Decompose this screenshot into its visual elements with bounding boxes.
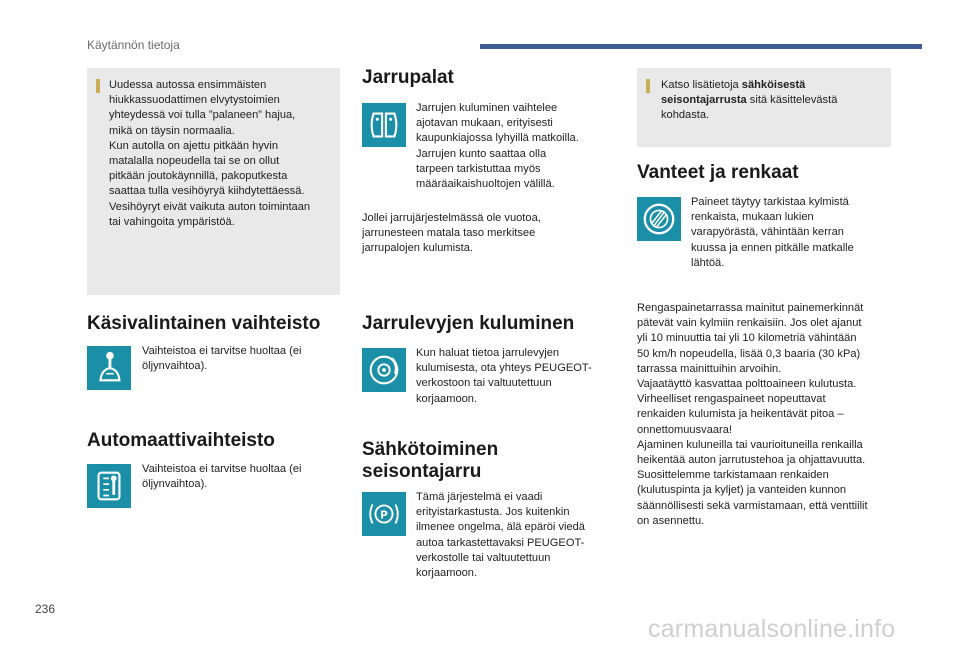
text-line: erityistarkastusta. Jos kuitenkin [416,506,570,519]
text-line: heikentää auton jarrutustehoa ja ohjattavuutta. [637,454,866,467]
text-line: öljynvaihtoa). [142,360,208,373]
brake-disc-icon [362,348,406,392]
heading-automatic-gearbox: Automaattivaihteisto [87,430,275,451]
text-brake-pads [416,101,606,192]
text-manual-gearbox [142,344,332,374]
text-line: kaupunkiajossa lyhyillä matkoilla. [416,132,579,145]
text-line: säännöllisesti sekä varmistamaan, että venttiilit [637,499,868,512]
note-line: matalalla nopeudella tai se on ollut [109,155,280,168]
text-line: ajotavan mukaan, erityisesti [416,117,553,130]
text-line: Paineet täytyy tarkistaa kylmistä [691,196,849,208]
note-line: pitkään joutokäynnillä, pakoputkesta [109,170,288,183]
text-line: öljynvaihtoa). [142,478,208,491]
heading-line: Sähkötoiminen [362,439,499,460]
text-line: Virheelliset rengaspaineet nopeuttavat [637,393,826,406]
text-line: ilmenee ongelma, älä epäröi viedä [416,521,585,534]
note-line: yhteydessä voi tulla ”palaneen” hajua, [109,109,296,122]
note-line: Uudessa autossa ensimmäisten [109,79,267,91]
page-number: 236 [35,602,56,616]
text-line: Vaihteistoa ei tarvitse huoltaa (ei [142,463,302,475]
text-line: lähtöä. [691,256,725,269]
note-line: saattaa tulla vesihöyryä kiihdytettäessä. [109,185,305,198]
text-line: renkaiden kulumista ja heikentävät pitoa – [637,408,844,421]
text-line: kuussa ja ennen pitkälle matkalle [691,241,854,254]
heading-brake-pads: Jarrupalat [362,67,454,88]
text-line: autoa tarkastettavaksi PEUGEOT- [416,536,585,549]
text-line: jarrunesteen matala taso merkitsee [362,227,536,240]
text-line: Jollei jarrujärjestelmässä ole vuotoa, [362,212,541,224]
text-line: Jarrujen kunto saattaa olla [416,147,547,160]
text-line: Rengaspainetarrassa mainitut painemerkinnät [637,302,864,314]
text-line: Vaihteistoa ei tarvitse huoltaa (ei [142,345,302,357]
text-line: onnettomuusvaara! [637,423,732,436]
text-line: kulumisesta, ota yhteys PEUGEOT- [416,362,592,375]
note-line: mikä on täysin normaalia. [109,124,235,137]
note-parking-brake [661,78,886,124]
text-wheels-tyres [691,195,886,271]
wheel-icon [637,197,681,241]
text-line: Ajaminen kuluneilla tai vaurioituneilla renkailla [637,438,863,451]
text-automatic-gearbox [142,462,332,492]
text-line: yli 10 minuuttia tai yli 10 kilometriä vähintään [637,332,857,345]
note-particle-filter [109,78,337,230]
note-marker [96,79,100,93]
text-line: tarrassa mainittuihin arvoihin. [637,362,782,375]
text-line: Vajaatäyttö kasvattaa polttoaineen kulutusta. [637,378,857,391]
automatic-gearbox-icon [87,464,131,508]
text-line: Jarrujen kuluminen vaihtelee [416,102,558,114]
note-pre: Katso lisätietoja [661,79,742,91]
heading-electric-parking-brake [362,439,498,483]
text-brake-discs [416,346,606,407]
note-line: tai vahingoita ympäristöä. [109,215,235,228]
text-electric-parking-brake [416,490,606,581]
header-bar [480,44,922,49]
section-title: Käytännön tietoja [87,38,180,52]
note-bold: seisontajarrusta [661,94,747,107]
heading-line: seisontajarru [362,461,482,482]
text-line: verkostolle tai valtuutettuun [416,551,551,564]
manual-gearbox-icon [87,346,131,390]
note-line: hiukkassuodattimen elvytystoimien [109,94,280,107]
note-line: Vesihöyryt eivät vaikuta auton toimintaan [109,200,311,213]
text-line: on asennettu. [637,514,705,527]
text-line: Suosittelemme tarkistamaan renkaiden [637,469,829,482]
paragraph-brake-fluid [362,211,607,257]
text-line: (kulutuspinta ja kyljet) ja vanteiden kunnon [637,484,847,497]
brake-pads-icon [362,103,406,147]
text-line: renkaista, mukaan lukien [691,211,814,224]
parking-brake-icon [362,492,406,536]
heading-brake-discs: Jarrulevyjen kuluminen [362,313,575,334]
note-bold: sähköisestä [741,79,806,91]
text-line: jarrupalojen kulumista. [362,242,473,255]
text-line: määräaikaishuoltojen välillä. [416,178,555,191]
text-line: varapyörästä, vähintään kerran [691,226,844,239]
note-line: kohdasta. [661,109,710,122]
text-line: Kun haluat tietoa jarrulevyjen [416,347,560,359]
text-line: Tämä järjestelmä ei vaadi [416,491,543,503]
note-line: Kun autolla on ajettu pitkään hyvin [109,139,278,152]
note-line [661,93,886,108]
paragraph-tyre-pressure [637,301,897,529]
text-line: pätevät vain kylmiin renkaisiin. Jos olet ajanut [637,317,862,330]
text-line: verkostoon tai valtuutettuun [416,377,552,390]
heading-wheels-tyres: Vanteet ja renkaat [637,162,799,183]
note-line [661,78,886,93]
note-post: sitä käsittelevästä [746,94,838,107]
text-line: tarpeen tarkistuttaa myös [416,162,541,175]
text-line: 50 km/h nopeudella, lisää 0,3 baaria (30 kPa) [637,347,861,360]
heading-manual-gearbox: Käsivalintainen vaihteisto [87,313,321,334]
watermark: carmanualsonline.info [648,615,896,643]
text-line: korjaamoon. [416,392,478,405]
text-line: korjaamoon. [416,567,478,580]
note-marker [646,79,650,93]
svg-text:P: P [380,509,388,522]
